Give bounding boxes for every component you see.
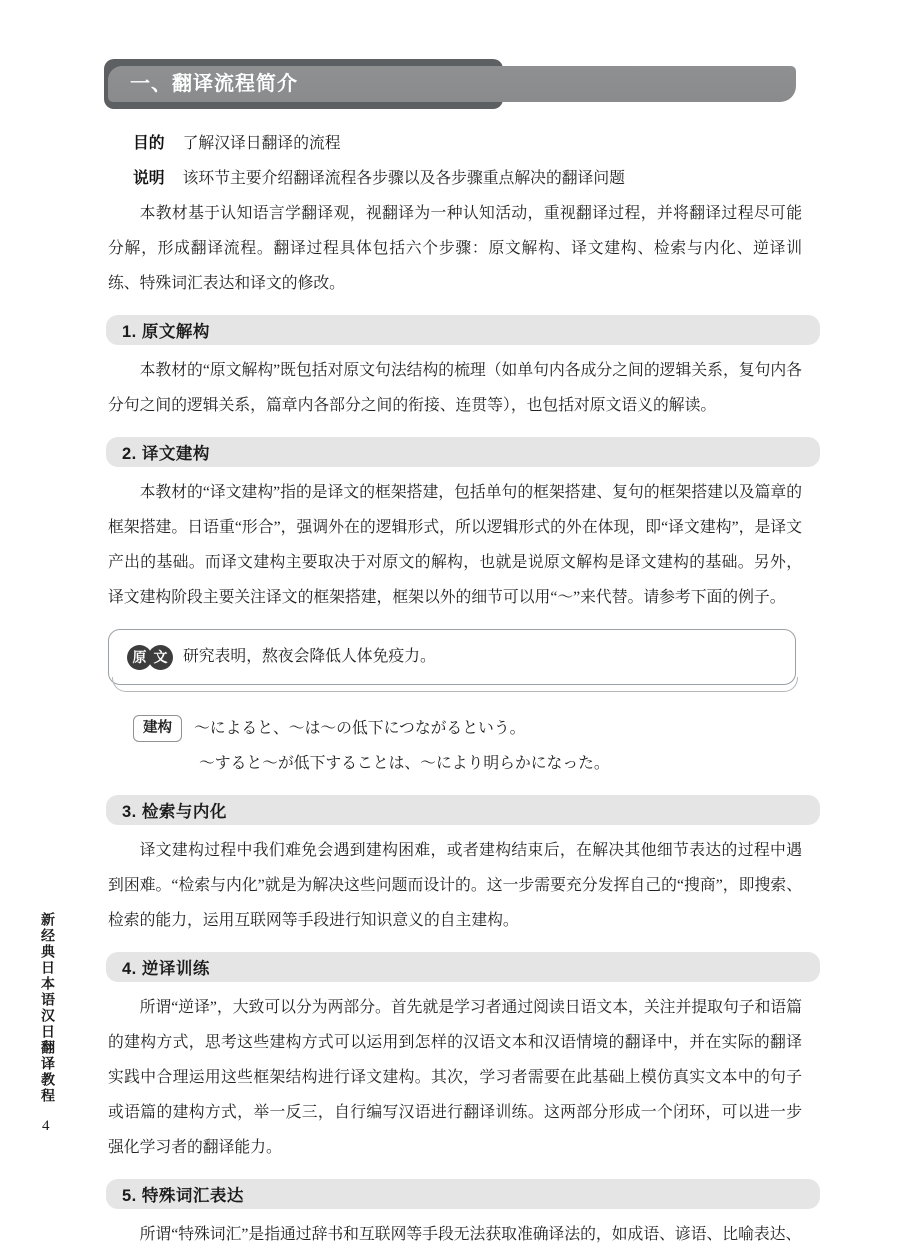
purpose-text: 了解汉译日翻译的流程 <box>182 135 341 152</box>
badge-char-yuan: 原 <box>127 645 152 670</box>
note-label: 说明 <box>133 170 165 187</box>
source-text-badge <box>127 645 173 670</box>
section-title-4: 4. 逆译训练 <box>122 960 210 978</box>
note-line <box>108 161 802 196</box>
section-title-3: 3. 检索与内化 <box>122 803 227 821</box>
section-title-5: 5. 特殊词汇表达 <box>122 1187 244 1205</box>
purpose-line <box>108 126 802 161</box>
construct-row-1 <box>133 711 802 746</box>
construct-label: 建构 <box>133 715 182 742</box>
note-text: 该环节主要介绍翻译流程各步骤以及各步骤重点解决的翻译问题 <box>182 170 625 187</box>
source-sentence: 研究表明，熬夜会降低人体免疫力。 <box>183 648 436 665</box>
page-content <box>108 66 802 1252</box>
example-source-box <box>108 629 796 685</box>
section-bar-4 <box>106 952 820 982</box>
intro-paragraph: 本教材基于认知语言学翻译观，视翻译为一种认知活动，重视翻译过程，并将翻译过程尽可能分解，形成翻译流程。翻译过程具体包括六个步骤：原文解构、译文建构、检索与内化、逆译训练、特殊词汇表达和译文的修改。 <box>108 205 802 292</box>
section-paragraph-5: 所谓“特殊词汇”是指通过辞书和互联网等手段无法获取准确译法的，如成语、谚语、比喻表达、 <box>139 1226 802 1243</box>
section-paragraph-1: 本教材的“原文解构”既包括对原文句法结构的梳理（如单句内各成分之间的逻辑关系，复句内各分句之间的逻辑关系，篇章内各部分之间的衔接、连贯等），也包括对原文语义的解读。 <box>108 362 802 414</box>
construct-line-2: ～すると～が低下することは、～により明らかになった。 <box>199 755 610 772</box>
section-paragraph-4: 所谓“逆译”，大致可以分为两部分。首先就是学习者通过阅读日语文本，关注并提取句子和语篇的建构方式，思考这些建构方式可以运用到怎样的汉语文本和汉语情境的翻译中，并在实际的翻译实践中合理运用这些框架结构进行译文建构。其次，学习者需要在此基础上模仿真实文本中的句子或语篇的建构方式，举一反三，自行编写汉语进行翻译训练。这两部分形成一个闭环，可以进一步强化学习者的翻译能力。 <box>108 999 802 1156</box>
chapter-header <box>108 66 796 102</box>
construct-line-1: ～によると、～は～の低下につながるという。 <box>194 720 526 737</box>
chapter-title: 一、翻译流程简介 <box>130 73 298 95</box>
section-bar-5 <box>106 1179 820 1209</box>
section-title-2: 2. 译文建构 <box>122 445 210 463</box>
source-line <box>127 643 777 671</box>
section-bar-2 <box>106 437 820 467</box>
book-title-vertical: 新经典日本语汉日翻译教程 <box>39 912 54 1104</box>
section-title-1: 1. 原文解构 <box>122 323 210 341</box>
page-number: 4 <box>42 1118 50 1134</box>
section-paragraph-3: 译文建构过程中我们难免会遇到建构困难，或者建构结束后，在解决其他细节表达的过程中遇到困难。“检索与内化”就是为解决这些问题而设计的。这一步需要充分发挥自己的“搜商”，即搜索、检索的能力，运用互联网等手段进行知识意义的自主建构。 <box>108 842 802 929</box>
construct-row-2 <box>133 746 802 781</box>
section-bar-3 <box>106 795 820 825</box>
section-bar-1 <box>106 315 820 345</box>
chapter-header-bar <box>108 66 796 102</box>
section-paragraph-2: 本教材的“译文建构”指的是译文的框架搭建，包括单句的框架搭建、复句的框架搭建以及篇章的框架搭建。日语重“形合”，强调外在的逻辑形式，所以逻辑形式的外在体现，即“译文建构”，是译文产出的基础。而译文建构主要取决于对原文的解构，也就是说原文解构是译文建构的基础。另外，译文建构阶段主要关注译文的框架搭建，框架以外的细节可以用“～”来代替。请参考下面的例子。 <box>108 484 802 606</box>
purpose-label: 目的 <box>133 135 165 152</box>
badge-char-wen: 文 <box>148 645 173 670</box>
construct-block <box>133 711 802 781</box>
